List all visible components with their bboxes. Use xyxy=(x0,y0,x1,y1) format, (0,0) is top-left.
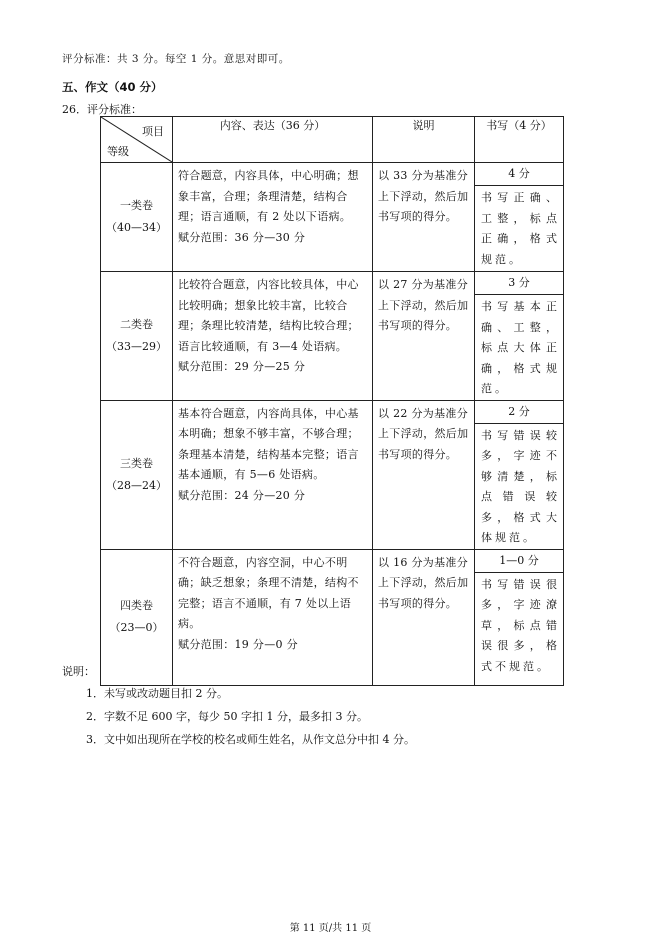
writing-desc: 书写错误较多，字迹不够清楚，标点错误较多，格式大体规范。 xyxy=(481,428,560,544)
note-item: 3．文中如出现所在学校的校名或师生姓名，从作文总分中扣 4 分。 xyxy=(86,733,415,746)
content-cell xyxy=(173,400,373,549)
writing-cell xyxy=(475,549,564,685)
writing-cell xyxy=(475,400,564,549)
explain-cell xyxy=(373,272,475,401)
content-text: 比较符合题意，内容比较具体，中心比较明确；想象比较丰富，比较合理；条理比较清楚，结构比较合理；语言比较通顺，有 3—4 处语病。 xyxy=(178,278,359,353)
writing-score: 4 分 xyxy=(475,163,563,186)
writing-desc: 书写正确、工整，标点正确，格式规范。 xyxy=(481,191,560,266)
content-text: 符合题意，内容具体，中心明确；想象丰富，合理；条理清楚，结构合理；语言通顺，有 2 处以下语病。 xyxy=(178,169,359,223)
content-cell xyxy=(173,549,373,685)
level-cell xyxy=(101,163,173,272)
score-range: 赋分范围：24 分—20 分 xyxy=(178,488,306,502)
page-footer: 第 11 页/共 11 页 xyxy=(289,923,372,934)
writing-score: 3 分 xyxy=(475,272,563,295)
corner-header-cell xyxy=(101,117,173,163)
scoring-table xyxy=(100,116,564,686)
scoring-note: 评分标准：共 3 分。每空 1 分。意思对即可。 xyxy=(62,53,290,65)
level-name: 一类卷 xyxy=(120,199,153,212)
explain-text: 以 22 分为基准分上下浮动，然后加书写项的得分。 xyxy=(378,406,469,461)
level-name: 二类卷 xyxy=(120,317,153,331)
score-range: 赋分范围：19 分—0 分 xyxy=(178,637,298,651)
level-range: （28—24） xyxy=(106,478,167,492)
content-text: 不符合题意，内容空洞，中心不明确；缺乏想象；条理不清楚，结构不完整；语言不通顺，有 7 处以上语病。 xyxy=(178,555,359,630)
score-range: 赋分范围：36 分—30 分 xyxy=(178,230,306,244)
level-cell xyxy=(101,400,173,549)
notes-title: 说明： xyxy=(62,665,95,678)
level-cell xyxy=(101,272,173,401)
header-content: 内容、表达（36 分） xyxy=(173,117,373,163)
section-title: 五、作文（40 分） xyxy=(62,80,163,94)
header-explain: 说明 xyxy=(373,117,475,163)
writing-desc: 书写错误很多，字迹潦草，标点错误很多，格式不规范。 xyxy=(481,577,560,673)
writing-score: 2 分 xyxy=(475,401,563,424)
explain-text: 以 16 分为基准分上下浮动，然后加书写项的得分。 xyxy=(378,555,469,610)
writing-cell xyxy=(475,163,564,272)
explain-cell xyxy=(373,163,475,272)
writing-score: 1—0 分 xyxy=(475,550,563,573)
table-row xyxy=(101,400,564,549)
level-range: （40—34） xyxy=(106,221,167,234)
table-row xyxy=(101,163,564,272)
writing-desc: 书写基本正确、工整，标点大体正确，格式规范。 xyxy=(481,300,560,395)
level-name: 三类卷 xyxy=(120,456,153,470)
explain-text: 以 33 分为基准分上下浮动，然后加书写项的得分。 xyxy=(378,169,469,223)
corner-bottom-label: 等级 xyxy=(107,145,129,158)
explain-cell xyxy=(373,549,475,685)
level-range: （33—29） xyxy=(106,339,167,353)
table-row xyxy=(101,272,564,401)
table-row xyxy=(101,549,564,685)
header-writing: 书写（4 分） xyxy=(475,117,564,163)
table-header-row xyxy=(101,117,564,163)
writing-cell xyxy=(475,272,564,401)
level-cell xyxy=(101,549,173,685)
explain-cell xyxy=(373,400,475,549)
content-text: 基本符合题意，内容尚具体，中心基本明确；想象不够丰富，不够合理；条理基本清楚，结构基本完整；语言基本通顺，有 5—6 处语病。 xyxy=(178,406,359,481)
note-item: 1．未写或改动题目扣 2 分。 xyxy=(86,687,228,700)
score-range: 赋分范围：29 分—25 分 xyxy=(178,360,306,373)
note-item: 2．字数不足 600 字，每少 50 字扣 1 分，最多扣 3 分。 xyxy=(86,710,368,723)
question-label: 26．评分标准： xyxy=(62,103,142,116)
content-cell xyxy=(173,163,373,272)
level-name: 四类卷 xyxy=(120,599,153,612)
corner-top-label: 项目 xyxy=(142,125,164,138)
level-range: （23—0） xyxy=(109,621,164,634)
content-cell xyxy=(173,272,373,401)
explain-text: 以 27 分为基准分上下浮动，然后加书写项的得分。 xyxy=(378,278,469,332)
